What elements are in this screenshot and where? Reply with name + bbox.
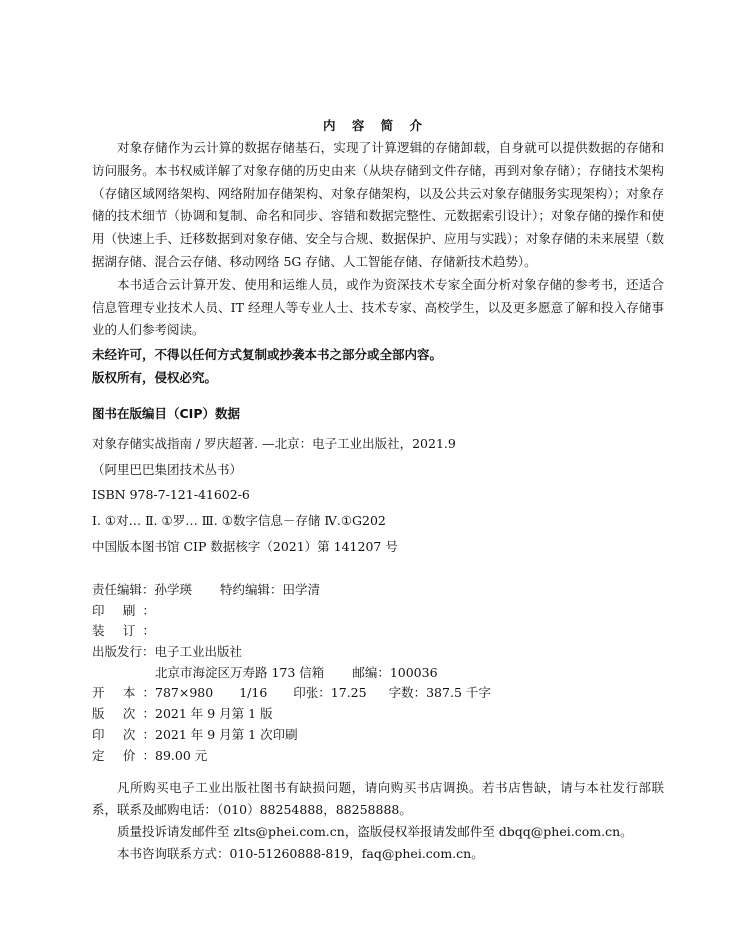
words-label: 字数： — [388, 685, 427, 701]
publisher-row — [92, 642, 491, 663]
footer-notes — [92, 777, 664, 865]
publisher-value: 电子工业出版社 — [154, 644, 243, 660]
sheets-value: 17.25 — [330, 685, 367, 701]
price-row — [92, 746, 491, 767]
credits-block — [92, 580, 491, 766]
cip-line: ISBN 978-7-121-41602-6 — [92, 487, 250, 503]
edition-label: 版 次： — [92, 706, 155, 722]
print-row — [92, 601, 491, 622]
footer-paragraph: 本书咨询联系方式：010-51260888-819，faq@phei.com.cn。 — [117, 846, 484, 861]
impression-value: 2021 年 9 月第 1 次印刷 — [155, 726, 298, 742]
impression-label: 印 次： — [92, 726, 155, 742]
format-label: 开 本： — [92, 685, 155, 701]
folio-value: 1/16 — [239, 685, 268, 701]
warning-line-1: 未经许可，不得以任何方式复制或抄袭本书之部分或全部内容。 — [92, 347, 443, 362]
address-row — [92, 663, 491, 684]
cip-line: 对象存储实战指南 / 罗庆超著. —北京：电子工业出版社，2021.9 — [92, 436, 456, 451]
cip-title: 图书在版编目（CIP）数据 — [92, 406, 240, 421]
cip-line: 中国版本图书馆 CIP 数据核字（2021）第 141207 号 — [92, 538, 398, 554]
cip-line: Ⅰ. ①对… Ⅱ. ①罗… Ⅲ. ①数字信息－存储 Ⅳ.①G202 — [92, 513, 386, 529]
binding-row — [92, 621, 491, 642]
warning-line-2: 版权所有，侵权必究。 — [92, 369, 218, 385]
words-value: 387.5 千字 — [426, 685, 491, 701]
address-value: 北京市海淀区万寿路 173 信箱 — [155, 664, 325, 680]
summary-paragraph-1: 对象存储作为云计算的数据存储基石，实现了计算逻辑的存储卸载，自身就可以提供数据的存储和访问服务。本书权威详解了对象存储的历史由来（从块存储到文件存储，再到对象存储）；存储技术架构（存储区域网络架构、网络附加存储架构、对象存储架构，以及公共云对象存储服务实现架构）；对象存储的技术细节（协调和复制、命名和同步、容错和数据完整性、元数据索引设计）；对象存储的操作和使用（快速上手、迁移数据到对象存储、安全与合规、数据保护、应用与实践）；对象存储的未来展望（数据湖存储、混合云存储、移动网络 5G 存储、人工智能存储、存储新技术趋势）。 — [92, 140, 664, 269]
postcode-label: 邮编： — [352, 664, 390, 680]
cip-data — [92, 434, 456, 562]
footer-paragraph: 凡所购买电子工业出版社图书有缺损问题，请向购买书店调换。若书店售缺，请与本社发行部联系，联系及邮购电话：（010）88254888，88258888。 — [92, 780, 664, 817]
special-editor-label: 特约编辑： — [220, 582, 283, 597]
format-row — [92, 683, 491, 704]
footer-paragraph: 质量投诉请发邮件至 zlts@phei.com.cn，盗版侵权举报请发邮件至 dbqq@phei.com.cn。 — [117, 824, 633, 839]
page-title: 内 容 简 介 — [322, 118, 429, 133]
summary-section — [92, 137, 664, 342]
price-value: 89.00 元 — [155, 747, 208, 763]
format-value: 787×980 — [155, 685, 214, 701]
special-editor-value: 田学清 — [282, 582, 321, 597]
publisher-label: 出版发行： — [92, 644, 155, 660]
impression-row — [92, 725, 491, 746]
print-label: 印 刷： — [92, 602, 155, 618]
edition-row — [92, 704, 491, 725]
summary-paragraph-2: 本书适合云计算开发、使用和运维人员，或作为资深技术专家全面分析对象存储的参考书，还适合信息管理专业技术人员、IT 经理人等专业人士、技术专家、高校学生，以及更多愿意了解和投入存储事业的人们参考阅读。 — [92, 276, 664, 338]
editor-value: 孙学瑛 — [154, 582, 193, 597]
editor-label: 责任编辑： — [92, 582, 155, 597]
editor-row — [92, 580, 491, 601]
copyright-warning — [92, 344, 442, 389]
postcode-value: 100036 — [389, 664, 438, 680]
sheets-label: 印张： — [293, 685, 331, 701]
cip-line: （阿里巴巴集团技术丛书） — [92, 461, 243, 477]
price-label: 定 价： — [92, 747, 155, 763]
edition-value: 2021 年 9 月第 1 版 — [155, 706, 273, 722]
binding-label: 装 订： — [92, 623, 155, 639]
